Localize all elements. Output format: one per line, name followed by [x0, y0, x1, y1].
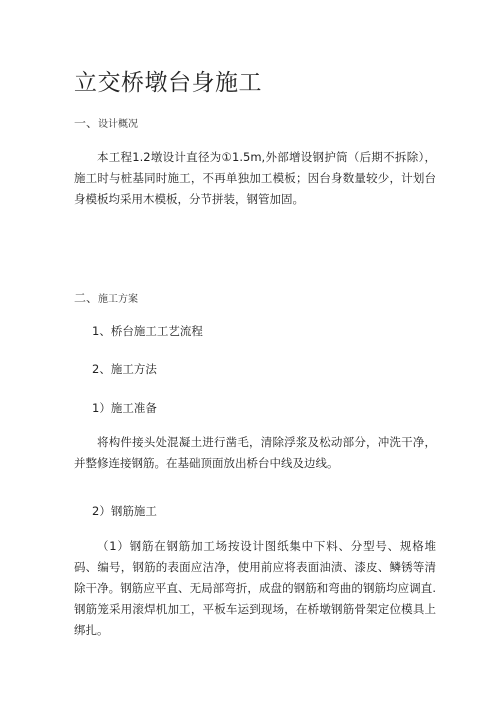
list-item-prep: 1）施工准备: [92, 401, 157, 415]
section-number: 二、: [74, 291, 99, 305]
list-item-method: 2、施工方法: [92, 362, 157, 376]
prep-paragraph: 将构件接头处混凝土进行凿毛，清除浮浆及松动部分，冲洗干净，并整修连接钢筋。在基础顶面放出桥台中线及边线。: [74, 435, 436, 470]
section-heading-overview: [74, 114, 138, 131]
page-title: 立交桥墩台身施工: [74, 70, 262, 96]
section-number: 一、: [74, 116, 99, 130]
section-title: 施工方案: [98, 294, 139, 305]
overview-paragraph: 本工程1.2墩设计直径为①1.5m,外部增设钢护筒（后期不拆除），施工时与桩基同时施工，不再单独加工模板；因台身数量较少，计划台身模板均采用木模板，分节拼装，钢管加固。: [74, 150, 436, 206]
section-title: 设计概况: [98, 119, 139, 130]
list-item-process: 1、桥台施工工艺流程: [92, 324, 203, 338]
rebar-paragraph: （1）钢筋在钢筋加工场按设计图纸集中下料、分型号、规格堆码、编号，钢筋的表面应洁净，使用前应将表面油渍、漆皮、鳞锈等清除干净。钢筋应平直、无局部弯折，成盘的钢筋和弯曲的钢筋均应调直.钢筋笼采用滚焊机加工，平板车运到现场，在桥墩钢筋骨架定位模具上绑扎。: [74, 539, 436, 637]
section-heading-plan: [74, 289, 138, 306]
list-item-rebar: 2）钢筋施工: [92, 504, 157, 518]
